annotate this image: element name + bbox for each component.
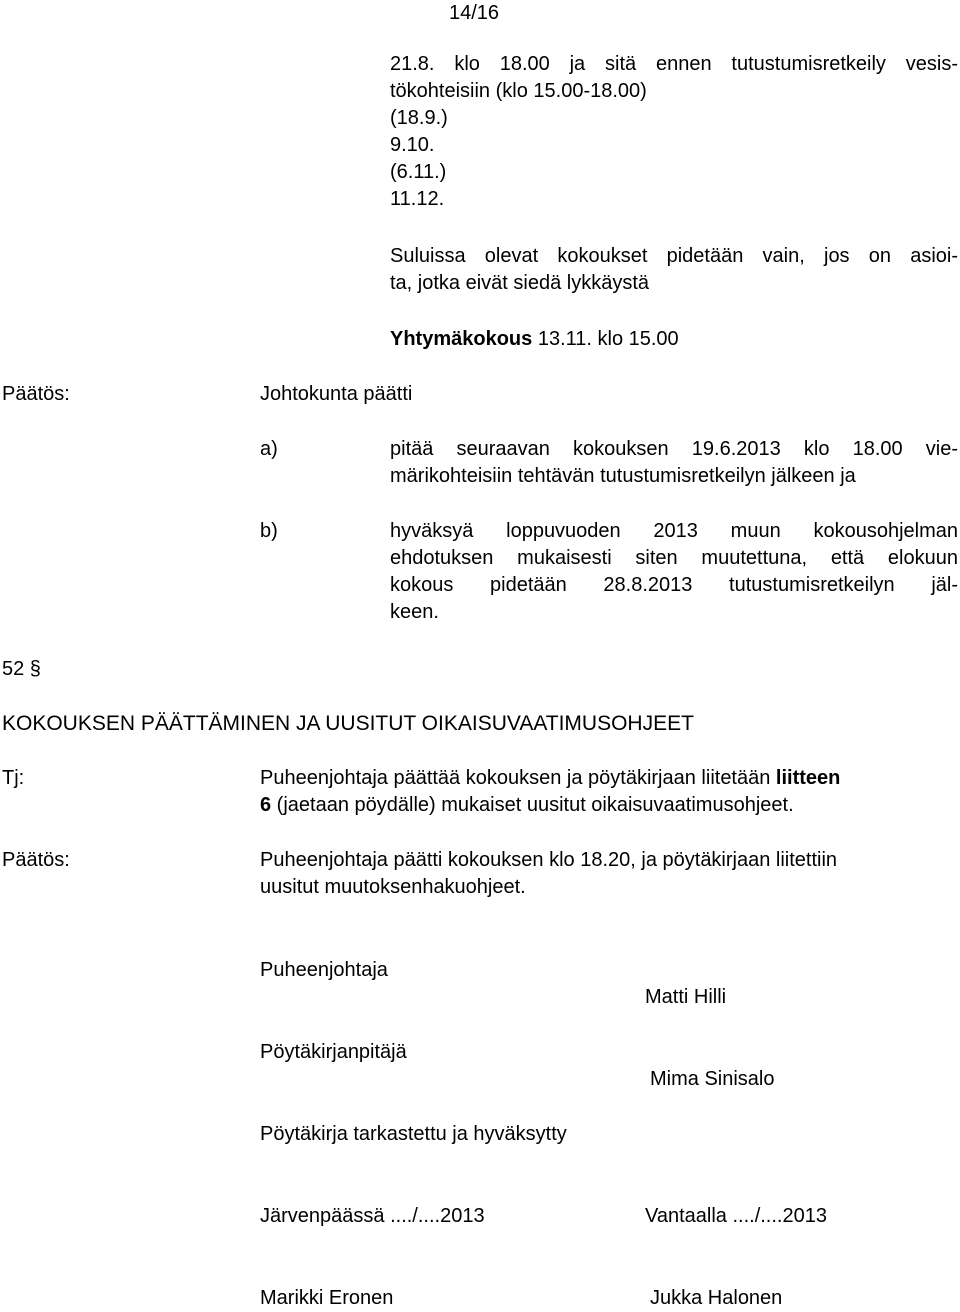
item-b-text bbox=[390, 518, 958, 626]
item-a-text bbox=[390, 436, 958, 490]
tj-line bbox=[260, 792, 794, 819]
item-b-line: hyväksyä loppuvuoden 2013 muun kokousohjelman bbox=[390, 520, 958, 542]
schedule-line: (18.9.) bbox=[390, 107, 448, 129]
schedule-line: tökohteisiin (klo 15.00-18.00) bbox=[390, 80, 647, 102]
tj-text: Puheenjohtaja päättää kokouksen ja pöytäkirjaan liitetään bbox=[260, 767, 776, 789]
note-line: ta, jotka eivät siedä lykkäystä bbox=[390, 272, 650, 294]
item-a-line: pitää seuraavan kokouksen 19.6.2013 klo 18.00 vie- bbox=[390, 438, 958, 460]
place-date-right: Vantaalla ..../....2013 bbox=[645, 1205, 827, 1227]
verifier-right: Jukka Halonen bbox=[650, 1287, 783, 1309]
joint-meeting-label: Yhtymäkokous bbox=[390, 328, 533, 350]
page-number: 14/16 bbox=[449, 2, 500, 24]
schedule-line: 21.8. klo 18.00 ja sitä ennen tutustumisretkeily vesis- bbox=[390, 53, 958, 75]
tj-line bbox=[260, 765, 840, 792]
decision-intro: Johtokunta päätti bbox=[260, 383, 413, 405]
meeting-schedule bbox=[390, 51, 958, 213]
tj-attachment-number: 6 bbox=[260, 794, 272, 816]
item-a-marker: a) bbox=[260, 438, 278, 460]
decision-label: Päätös: bbox=[2, 383, 70, 405]
tj-label: Tj: bbox=[2, 767, 25, 789]
schedule-line: 11.12. bbox=[390, 188, 445, 210]
secretary-name: Mima Sinisalo bbox=[650, 1068, 775, 1090]
section-title: KOKOUKSEN PÄÄTTÄMINEN JA UUSITUT OIKAISUVAATIMUSOHJEET bbox=[2, 712, 694, 735]
decision-label: Päätös: bbox=[2, 849, 70, 871]
joint-meeting-line bbox=[390, 326, 679, 353]
chair-title: Puheenjohtaja bbox=[260, 959, 388, 981]
item-b-line: ehdotuksen mukaisesti siten muutettuna, että elokuun bbox=[390, 547, 958, 569]
secretary-title: Pöytäkirjanpitäjä bbox=[260, 1041, 407, 1063]
place-date-left: Järvenpäässä ..../....2013 bbox=[260, 1205, 485, 1227]
decision-line: uusitut muutoksenhakuohjeet. bbox=[260, 876, 526, 898]
item-b-line: keen. bbox=[390, 601, 439, 623]
item-a-line: märikohteisiin tehtävän tutustumisretkeilyn jälkeen ja bbox=[390, 465, 856, 487]
tj-text: (jaetaan pöydälle) mukaiset uusitut oikaisuvaatimusohjeet. bbox=[271, 794, 794, 816]
item-b-line: kokous pidetään 28.8.2013 tutustumisretkeilyn jäl- bbox=[390, 574, 958, 596]
section-number: 52 § bbox=[2, 658, 41, 680]
verified-text: Pöytäkirja tarkastettu ja hyväksytty bbox=[260, 1123, 567, 1145]
item-b-marker: b) bbox=[260, 520, 278, 542]
chair-name: Matti Hilli bbox=[645, 986, 727, 1008]
joint-meeting-date: 13.11. klo 15.00 bbox=[532, 328, 679, 350]
schedule-line: 9.10. bbox=[390, 134, 435, 156]
tj-attachment-bold: liitteen bbox=[775, 767, 841, 789]
schedule-line: (6.11.) bbox=[390, 161, 447, 183]
note-line: Suluissa olevat kokoukset pidetään vain, jos on asioi- bbox=[390, 245, 958, 267]
decision-line: Puheenjohtaja päätti kokouksen klo 18.20, ja pöytäkirjaan liitettiin bbox=[260, 849, 838, 871]
verifier-left: Marikki Eronen bbox=[260, 1287, 394, 1309]
schedule-note bbox=[390, 243, 958, 297]
